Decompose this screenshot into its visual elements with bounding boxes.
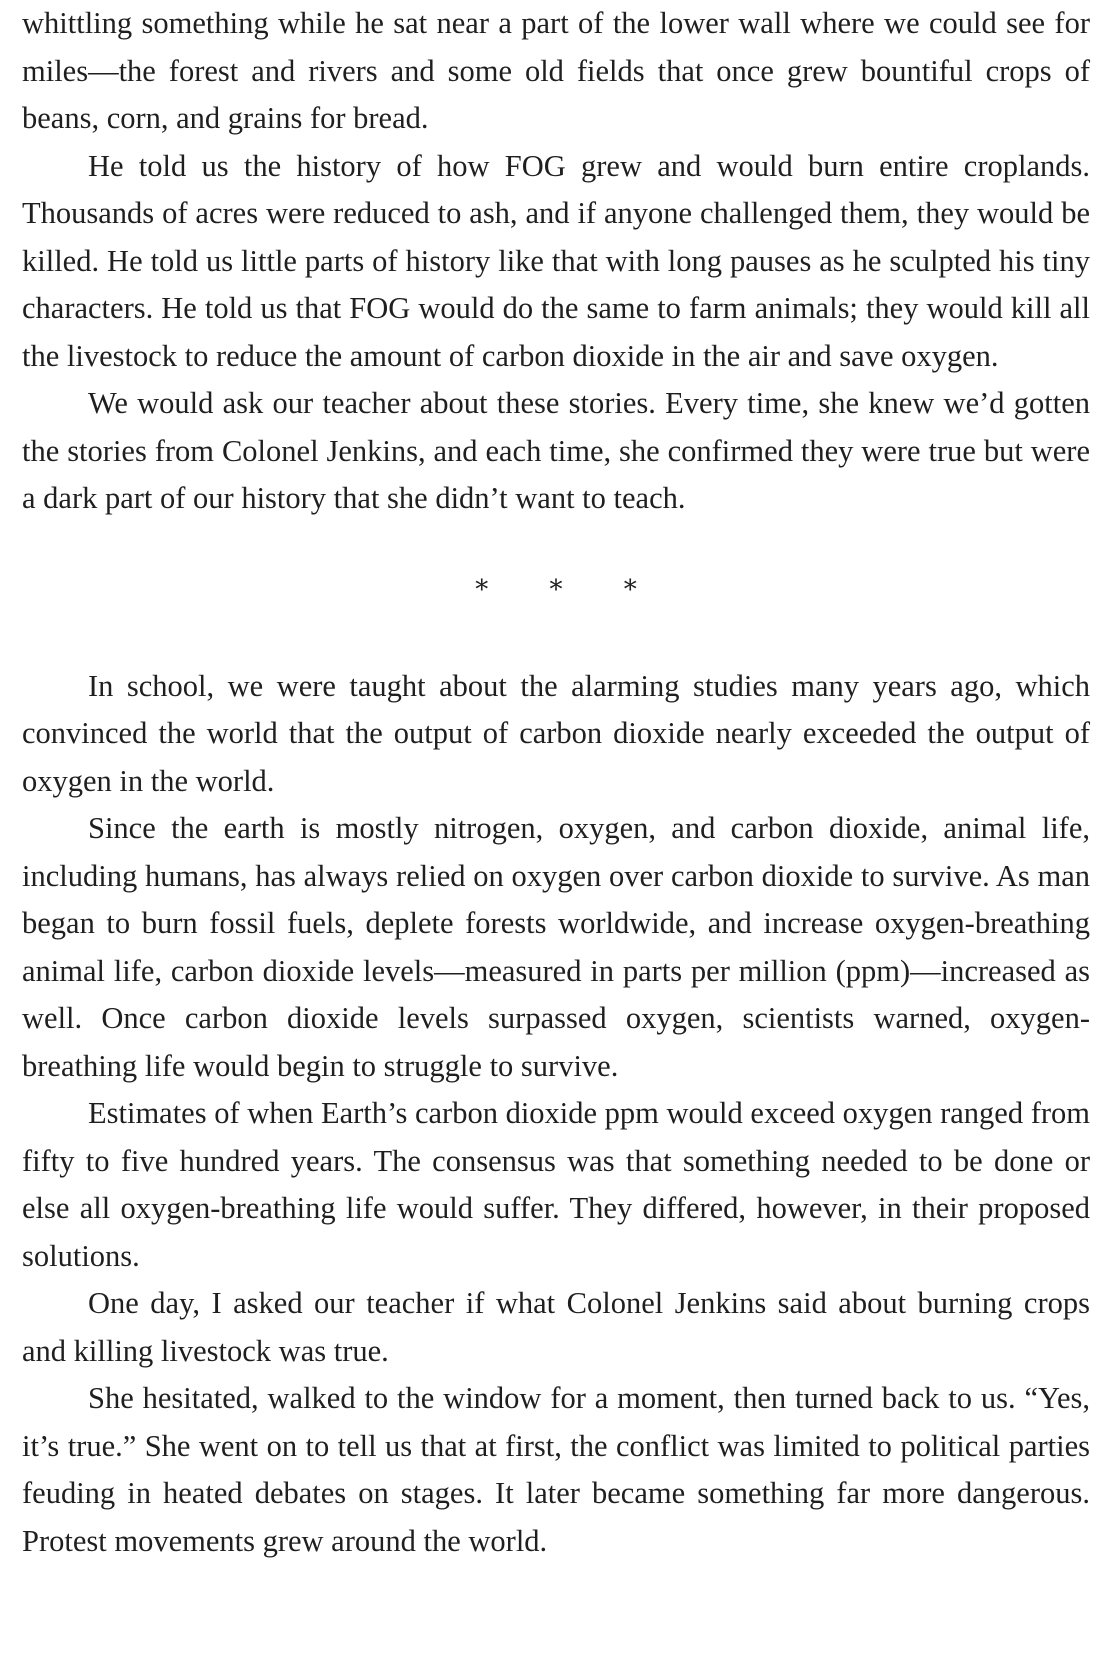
scene-break-asterisk: * (549, 574, 563, 605)
paragraph-continued: whittling something while he sat near a part of the lower wall where we could see for miles—the forest and rivers and some old fields that once grew bountiful crops of beans, corn, and grains for bread. (22, 6, 1090, 135)
paragraph: Estimates of when Earth’s carbon dioxide ppm would exceed oxygen ranged from fifty to five hundred years. The consensus was that something needed to be done or else all oxygen-breathing life would suffer. They differed, however, in their proposed solutions. (22, 1096, 1090, 1273)
paragraph: He told us the history of how FOG grew and would burn entire croplands. Thousands of acres were reduced to ash, and if anyone challenged them, they would be killed. He told us little parts of history like that with long pauses as he sculpted his tiny characters. He told us that FOG would do the same to farm animals; they would kill all the livestock to reduce the amount of carbon dioxide in the air and save oxygen. (22, 148, 1090, 373)
scene-break-asterisk: * (623, 574, 637, 605)
book-page (22, 0, 1090, 1565)
scene-break-asterisk: * (475, 574, 489, 605)
paragraph: Since the earth is mostly nitrogen, oxygen, and carbon dioxide, animal life, including humans, has always relied on oxygen over carbon dioxide to survive. As man began to burn fossil fuels, deplete forests worldwide, and increase oxygen-breathing animal life, carbon dioxide levels—measured in parts per million (ppm)—increased as well. Once carbon dioxide levels surpassed oxygen, scientists warned, oxygen-breathing life would begin to struggle to survive. (22, 811, 1090, 1083)
paragraph-continues: She hesitated, walked to the window for a moment, then turned back to us. “Yes, it’s true.” She went on to tell us that at first, the conflict was limited to political parties feuding in heated debates on stages. It later became something far more dangerous. Protest movements grew around the world. (22, 1381, 1090, 1558)
scene-break (22, 511, 1090, 663)
paragraph: One day, I asked our teacher if what Colonel Jenkins said about burning crops and killing livestock was true. (22, 1286, 1090, 1368)
paragraph: We would ask our teacher about these stories. Every time, she knew we’d gotten the stories from Colonel Jenkins, and each time, she confirmed they were true but were a dark part of our history that she didn’t want to teach. (22, 386, 1090, 515)
paragraph: In school, we were taught about the alarming studies many years ago, which convinced the world that the output of carbon dioxide nearly exceeded the output of oxygen in the world. (22, 668, 1090, 798)
